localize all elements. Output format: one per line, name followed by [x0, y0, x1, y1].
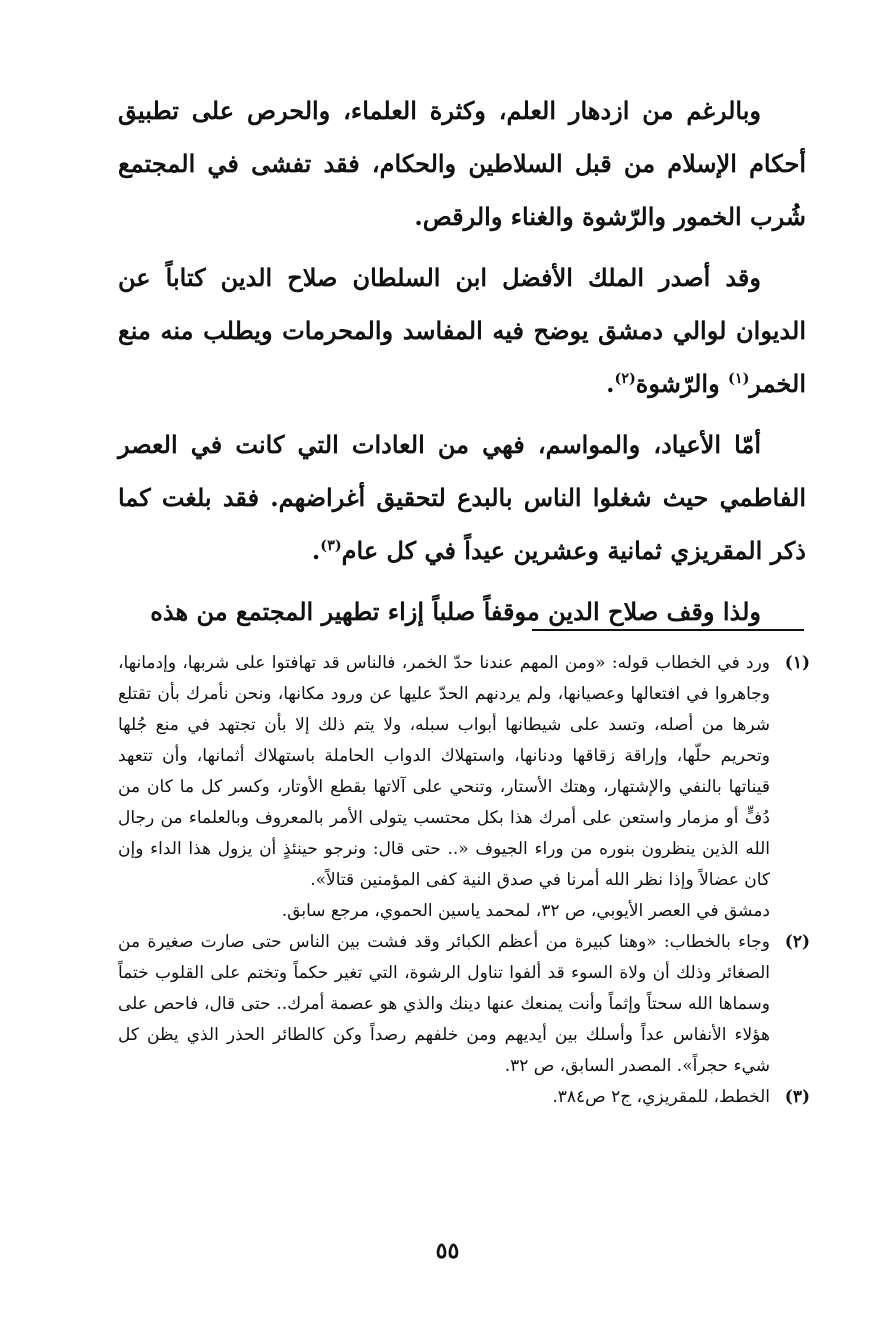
footnotes [118, 648, 810, 1113]
paragraph-3: أمّا الأعياد، والمواسم، فهي من العادات التي كانت في العصر الفاطمي حيث شغلوا الناس بالبدع لتحقيق أغراضهم. فقد بلغت كما ذكر المقريزي ثمانية وعشرين عيداً في كل عام$^{(٣)}$. [118, 430, 806, 565]
footnote-divider [532, 629, 804, 631]
footnote-text: وجاء بالخطاب: «وهنا كبيرة من أعظم الكبائر وقد فشت بين الناس حتى صارت صغيرة من الصغائر وذلك أن ولاة السوء قد ألفوا تناول الرشوة، التي تغير حكماً وتختم على القلوب ختماً وسماها الله سحتاً وإثماً وأنت يمنعك عنها دينك والذي هو عصمة أمرك.. حتى قال، فاحص على هؤلاء الأنفاس عداً وأسلك بين أيديهم ومن خلفهم رصداً وكن كالطائر الحذر الذي يظن كل شيء حجراً». المصدر السابق، ص ٣٢. [118, 932, 770, 1076]
footnote-ref-1[interactable]: (١) [728, 370, 750, 387]
paragraph-1: وبالرغم من ازدهار العلم، وكثرة العلماء، والحرص على تطبيق أحكام الإسلام من قبل السلاطين والحكام، فقد تفشى في المجتمع شُرب الخمور والرّشوة والغناء والرقص. [118, 96, 806, 231]
footnote-number: (٣) [784, 1087, 810, 1107]
footnote-ref-3[interactable]: (٣) [320, 537, 342, 554]
footnote-text: الخطط، للمقريزي، ج٢ ص٣٨٤. [552, 1087, 770, 1107]
footnote-2 [118, 927, 810, 1082]
paragraph-2: وقد أصدر الملك الأفضل ابن السلطان صلاح الدين كتاباً عن الديوان لوالي دمشق يوضح فيه المفاسد والمحرمات ويطلب منه منع الخمر$^{(١)}$ والرّشوة$^{(٢)}$. [118, 263, 806, 398]
footnote-text: ورد في الخطاب قوله: «ومن المهم عندنا حدّ الخمر، فالناس قد تهافتوا على شربها، وإدمانها، وجاهروا في افتعالها وعصيانها، ولم يردنهم الحدّ عليها عن ورود مكانها، ونحن نأمرك بأن تقتلع شرها من أصله، وتسد على شيطانها أبواب سبله، ولا يتم ذلك إلا بأن تجتهد في منع جُلها وتحريم حلّها، وإراقة زقاقها ودنانها، واستهلاك الدواب الحاملة باستهلاك أثمانها، وأن تتعهد قيناتها بالنفي والإشتهار، وهتك الأستار، وتنحي على آلاتها بقطع الأوتار، وكسر كل ما كان من دُفٍّ أو مزمار واستعن على أمرك هذا بكل محتسب يتولى الأمر بالمعروف وبالعلماء من رجال الله الذين ينظرون بنوره من وراء الجيوف «.. حتى قال: ونرجو حينئذٍ أن يزول هذا الداء وإن كان عضالاً وإذا نظر الله أمرنا في صدق النية كفى المؤمنين قتالاً». [118, 653, 770, 890]
footnote-3 [118, 1082, 810, 1113]
paragraph-4: ولذا وقف صلاح الدين موقفاً صلباً إزاء تطهير المجتمع من هذه [150, 597, 761, 626]
footnote-1 [118, 648, 810, 896]
footnote-ref-2[interactable]: (٢) [614, 370, 636, 387]
footnote-number: (٢) [784, 932, 810, 952]
page-number: ٥٥ [435, 1238, 460, 1264]
footnote-1-source: دمشق في العصر الأيوبي، ص ٣٢، لمحمد ياسين الحموي، مرجع سابق. [281, 901, 770, 921]
main-text [118, 84, 806, 646]
footnote-number: (١) [784, 653, 810, 673]
